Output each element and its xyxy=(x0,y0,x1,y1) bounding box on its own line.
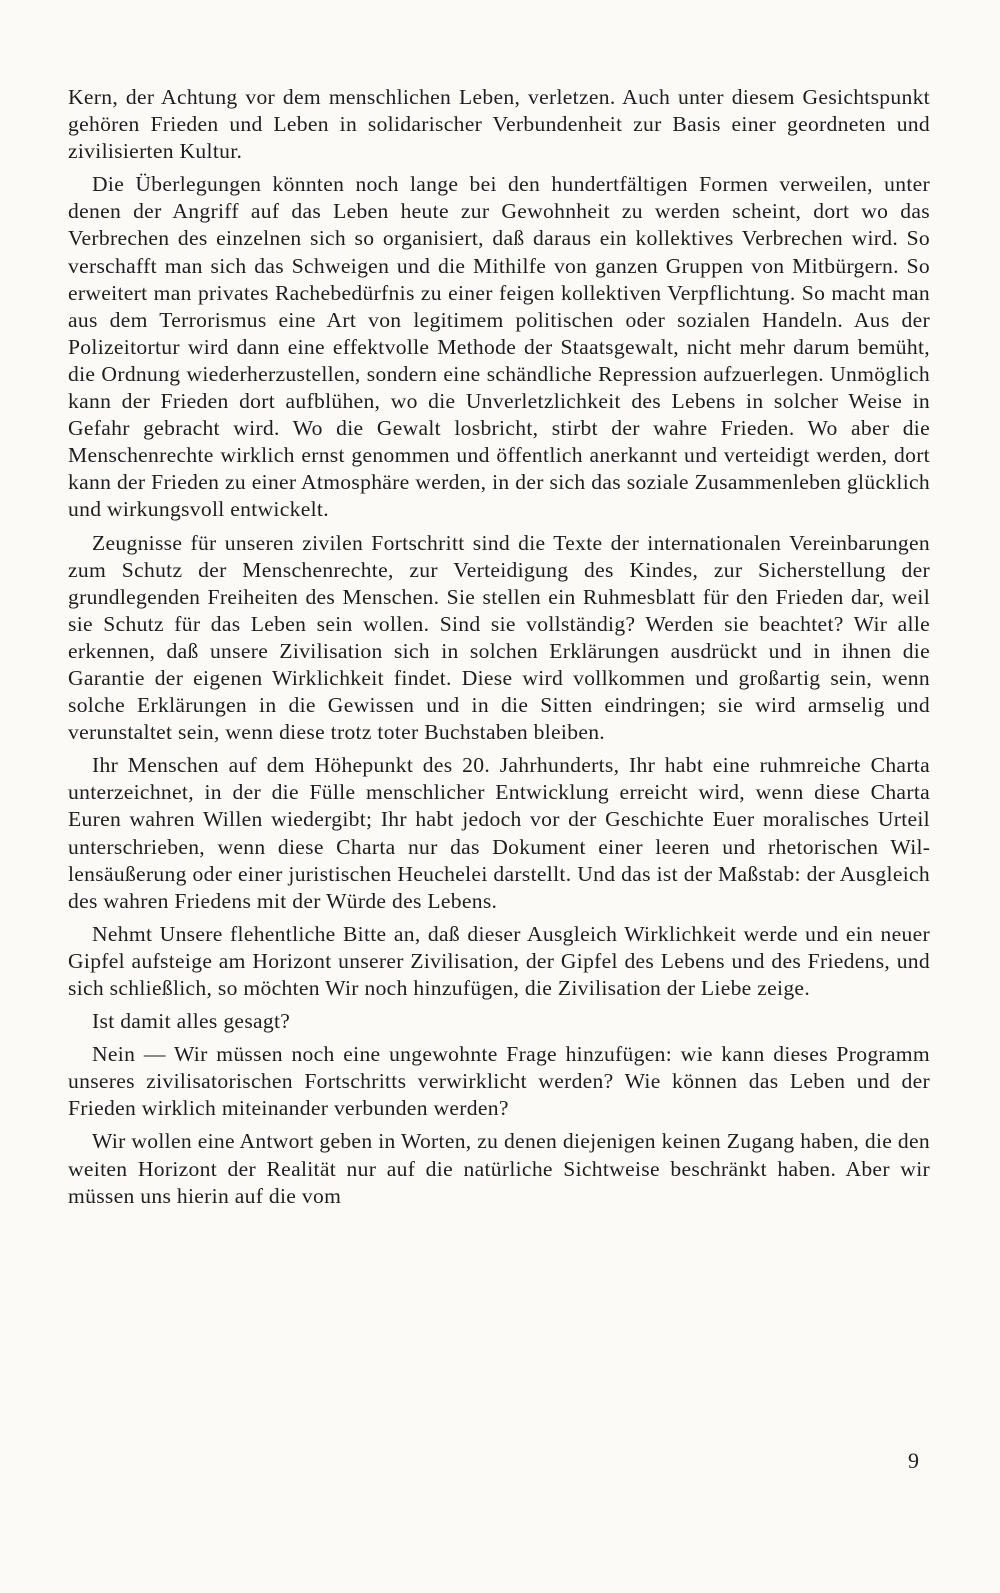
paragraph-2: Die Überlegungen könnten noch lange bei den hundertfältigen Formen verweilen, unter denen der Angriff auf das Leben heute zur Gewohnheit zu werden scheint, dort wo das Verbrechen des einzelnen sich so organisiert, daß daraus ein kollektives Verbrechen wird. So verschafft man sich das Schweigen und die Mithilfe von ganzen Gruppen von Mitbürgern. So erweitert man privates Rachebedürfnis zu einer feigen kollektiven Verpflichtung. So macht man aus dem Terrorismus eine Art von legitimem politischen oder sozialen Handeln. Aus der Polizeitortur wird dann eine effektvolle Methode der Staatsgewalt, nicht mehr darum bemüht, die Ordnung wiederherzustellen, sondern eine schändliche Repression aufzuerlegen. Unmöglich kann der Frieden dort aufblühen, wo die Unverletzlichkeit des Lebens in solcher Weise in Gefahr gebracht wird. Wo die Gewalt losbricht, stirbt der wahre Frieden. Wo aber die Menschenrechte wirklich ernst genommen und öffentlich anerkannt und verteidigt werden, dort kann der Frieden zu einer Atmosphäre werden, in der sich das soziale Zusammenleben glücklich und wirkungsvoll entwickelt. xyxy=(68,172,930,522)
paragraph-1: Kern, der Achtung vor dem menschlichen Leben, verletzen. Auch unter diesem Gesichtspunkt gehören Frieden und Leben in solidarischer Verbundenheit zur Basis einer geordneten und zivilisierten Kultur. xyxy=(68,85,930,164)
paragraph-4: Ihr Menschen auf dem Höhepunkt des 20. Jahrhunderts, Ihr habt eine ruhmreiche Charta unterzeichnet, in der die Fülle menschlicher Entwicklung erreicht wird, wenn diese Charta Euren wahren Willen wiedergibt; Ihr habt jedoch vor der Geschichte Euer moralisches Urteil unterschrieben, wenn diese Charta nur das Dokument einer leeren und rhetorischen Willensäußerung oder einer juristischen Heuchelei darstellt. Und das ist der Maßstab: der Ausgleich des wahren Friedens mit der Würde des Lebens. xyxy=(68,753,930,913)
paragraph-6: Ist damit alles gesagt? xyxy=(92,1009,291,1034)
paragraph-8: Wir wollen eine Antwort geben in Worten, zu denen diejenigen keinen Zugang haben, die den weiten Horizont der Realität nur auf die natürliche Sichtweise beschränkt haben. Aber wir müssen uns hierin auf die vom xyxy=(68,1129,930,1208)
paragraph-5: Nehmt Unsere flehentliche Bitte an, daß dieser Ausgleich Wirklichkeit werde und ein neuer Gipfel aufsteige am Horizont unserer Zivilisation, der Gipfel des Lebens und des Friedens, und sich schließlich, so möchten Wir noch hinzufügen, die Zivilisation der Liebe zeige. xyxy=(68,921,930,1000)
paragraph-3: Zeugnisse für unseren zivilen Fortschritt sind die Texte der internationalen Vereinbarungen zum Schutz der Menschenrechte, zur Verteidigung des Kindes, zur Sicherstellung der grundlegenden Freiheiten des Menschen. Sie stellen ein Ruhmesblatt für den Frieden dar, weil sie Schutz für das Leben sein wollen. Sind sie vollständig? Werden sie beachtet? Wir alle erkennen, daß unsere Zivilisation sich in solchen Erklärungen ausdrückt und in ihnen die Garantie der eigenen Wirklichkeit findet. Diese wird vollkommen und großartig sein, wenn solche Erklärungen in die Gewissen und in die Sitten eindringen; sie wird armselig und verunstaltet sein, wenn diese trotz toter Buchstaben bleiben. xyxy=(68,530,930,745)
body-text xyxy=(68,84,930,1210)
page-number: 9 xyxy=(908,1448,919,1473)
paragraph-7: Nein — Wir müssen noch eine ungewohnte Frage hinzufügen: wie kann dieses Programm unseres zivilisatorischen Fortschritts verwirklicht werden? Wie können das Leben und der Frieden wirklich miteinander verbunden werden? xyxy=(68,1042,930,1121)
